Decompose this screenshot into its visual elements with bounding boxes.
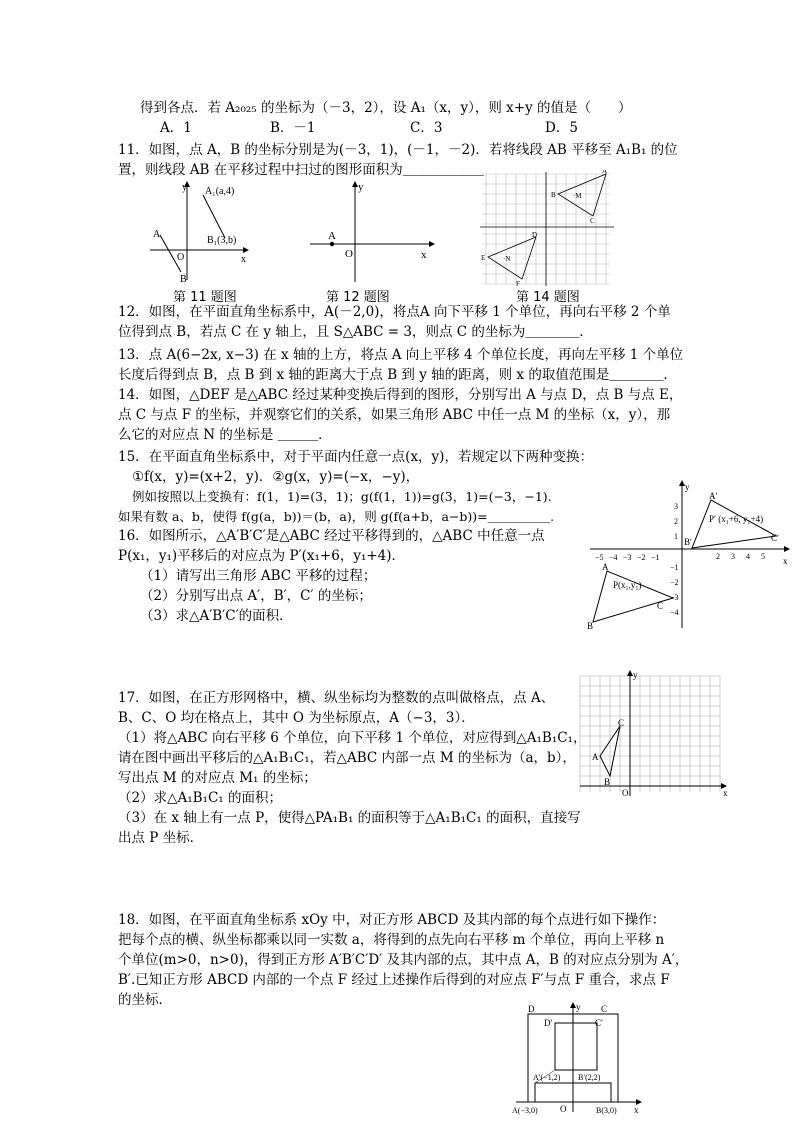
- fig11-x: x: [241, 254, 246, 265]
- figure-12: [305, 180, 440, 288]
- svg-text:3: 3: [674, 502, 678, 511]
- q17-line3: （1）将△ABC 向右平移 6 个单位，向下平移 1 个单位，对应得到△A₁B₁C₁，: [118, 730, 587, 746]
- fig16-b: B: [587, 621, 594, 631]
- q13-line2: 长度后得到点 B，点 B 到 x 轴的距离大于点 B 到 y 轴的距离，则 x 的取值范围是＿＿＿＿．: [118, 367, 677, 383]
- fig18-a: A(−3,0): [512, 1106, 538, 1115]
- fig17-y: y: [633, 670, 638, 680]
- q16-sub2: （2）分别写出点 A′，B′，C′ 的坐标；: [140, 588, 372, 604]
- q15-line2: ①f(x，y)=(x+2，y)．②g(x，y)=(−x，−y)，: [132, 469, 420, 485]
- svg-text:−1: −1: [670, 563, 679, 572]
- q10-text: 得到各点．若 A₂₀₂₅ 的坐标为（－3，2），设 A₁（x，y），则 x+y 的值是（ ）: [140, 100, 632, 116]
- q15-line1: 15．在平面直角坐标系中，对于平面内任意一点(x，y)，若规定以下两种变换：: [118, 449, 593, 465]
- q17-line8: 出点 P 坐标．: [118, 830, 204, 846]
- q17-line7: （3）在 x 轴上有一点 P，使得△PA₁B₁ 的面积等于△A₁B₁C₁ 的面积，直接写: [118, 810, 581, 826]
- fig17-x: x: [723, 788, 728, 798]
- fig16-c1: C′: [771, 533, 779, 543]
- fig14-n: ·N: [503, 255, 511, 263]
- q12-line1: 12．如图，在平面直角坐标系中，A(－2,0)，将点A 向下平移 1 个单位，再向右平移 2 个单: [118, 304, 671, 320]
- fig16-a: A: [602, 562, 609, 572]
- q15-line3: 例如按照以上变换有：f(1，1)=(3，1)；g(f(1，1))=g(3，1)=(−3，−1).: [132, 489, 552, 504]
- figure-16: [585, 478, 793, 633]
- svg-text:−3: −3: [670, 593, 679, 602]
- fig14-m: ·M: [573, 192, 582, 200]
- fig18-y: y: [576, 1002, 581, 1012]
- q18-line3: 个单位(m>0，n>0)，得到正方形 A′B′C′D′ 及其内部的点，其中点 A，B 的对应点分别为 A′，: [118, 952, 689, 968]
- figure-11: [145, 180, 255, 288]
- q18-line1: 18．如图，在平面直角坐标系 xOy 中，对正方形 ABCD 及其内部的每个点进行如下操作：: [118, 912, 666, 928]
- fig11-b: B: [180, 274, 187, 285]
- option-d: D．5: [545, 120, 578, 136]
- svg-text:3: 3: [731, 552, 735, 561]
- q16-sub3: （3）求△A′B′C′的面积．: [140, 608, 293, 624]
- q11-line2: 置，则线段 AB 在平移过程中扫过的图形面积为＿＿＿＿＿＿: [118, 162, 484, 178]
- fig16-a1: A′: [709, 491, 718, 501]
- fig18-b: B(3,0): [596, 1106, 617, 1115]
- fig12-a: A: [328, 230, 336, 242]
- fig12-o: O: [345, 248, 353, 260]
- fig17-o: O: [622, 788, 629, 798]
- q10-options: [160, 118, 578, 138]
- fig18-c1: C′: [595, 1018, 603, 1028]
- svg-text:2: 2: [716, 552, 720, 561]
- fig16-p1: P′ (x₁+6, y₁+4): [709, 514, 764, 524]
- q14-line3: 么它的对应点 N 的坐标是 ＿＿＿．: [118, 427, 332, 443]
- q14-line1: 14．如图，△DEF 是△ABC 经过某种变换后得到的图形，分别写出 A 与点 D，点 B 与点 E，: [118, 387, 683, 403]
- q18-line5: 的坐标．: [118, 992, 172, 1008]
- q12-line2: 位得到点 B，若点 C 在 y 轴上，且 S△ABC = 3，则点 C 的坐标为＿＿＿＿．: [118, 324, 593, 340]
- fig11-caption: 第 11 题图: [173, 290, 237, 305]
- fig12-caption: 第 12 题图: [326, 290, 390, 305]
- svg-text:1: 1: [674, 532, 678, 541]
- svg-text:−5: −5: [595, 553, 604, 562]
- fig16-x: x: [783, 556, 788, 566]
- fig16-c: C: [657, 601, 664, 611]
- q13-line1: 13．点 A(6−2x, x−3) 在 x 轴的上方，将点 A 向上平移 4 个单位长度，再向左平移 1 个单位: [118, 347, 684, 363]
- q16-line1: 16．如图所示，△A′B′C′是△ABC 经过平移得到的，△ABC 中任意一点: [118, 528, 545, 544]
- fig18-d: D: [528, 1004, 535, 1014]
- q18-line2: 把每个点的横、纵坐标都乘以同一实数 a，将得到的点先向右平移 m 个单位，再向上平移 n: [118, 932, 665, 948]
- q17-line2: B、C、O 均在格点上，其中 O 为坐标原点，A（−3，3）．: [118, 710, 475, 726]
- svg-text:5: 5: [761, 552, 765, 561]
- fig17-a: A: [592, 752, 599, 762]
- q17-line1: 17．如图，在正方形网格中，横、纵坐标均为整数的点叫做格点，点 A、: [118, 690, 555, 706]
- fig14-caption: 第 14 题图: [516, 290, 580, 305]
- fig18-a1: A′(−1,2): [533, 1073, 561, 1082]
- svg-text:2: 2: [674, 517, 678, 526]
- fig18-x: x: [634, 1105, 639, 1115]
- fig11-y: y: [182, 182, 187, 193]
- fig14-b: B: [551, 191, 556, 199]
- option-a: A．1: [160, 120, 192, 136]
- figure-18: [508, 1000, 668, 1115]
- fig12-x: x: [421, 249, 427, 261]
- q17-line6: （2）求△A₁B₁C₁ 的面积；: [118, 790, 282, 806]
- fig11-b1: B₁(3,b): [207, 235, 237, 246]
- fig11-o: O: [177, 252, 185, 263]
- fig14-a: A: [602, 170, 608, 175]
- svg-text:−3: −3: [623, 553, 632, 562]
- svg-text:−2: −2: [670, 578, 679, 587]
- q15-line4: 如果有数 a、b，使得 f(g(a，b))＝(b，a)，则 g(f(a+b，a−b))=＿＿＿＿＿.: [118, 509, 555, 524]
- svg-text:4: 4: [746, 552, 750, 561]
- fig18-b1: B′(2,2): [578, 1073, 601, 1082]
- svg-text:−4: −4: [609, 553, 618, 562]
- q14-line2: 点 C 与点 F 的坐标，并观察它们的关系，如果三角形 ABC 中任一点 M 的坐标（x，y），那: [118, 407, 671, 423]
- svg-text:−4: −4: [670, 608, 679, 617]
- fig11-a: A: [153, 229, 161, 240]
- q16-line2: P(x₁，y₁)平移后的对应点为 P′(x₁+6，y₁+4)．: [118, 548, 406, 564]
- fig16-y: y: [685, 482, 690, 492]
- fig17-b: B: [604, 777, 611, 787]
- q18-line4: B′.已知正方形 ABCD 内部的一个点 F 经过上述操作后得到的对应点 F′与点 F 重合，求点 F: [118, 972, 670, 988]
- svg-text:−1: −1: [651, 553, 660, 562]
- figure-14: [478, 170, 618, 288]
- fig14-f: F: [516, 280, 520, 288]
- svg-text:−2: −2: [637, 553, 646, 562]
- fig14-c: C: [590, 217, 595, 225]
- fig14-d: D: [532, 231, 538, 239]
- q11-line1: 11．如图，点 A，B 的坐标分别是为(－3，1)，(－1，－2)．若将线段 AB 平移至 A₁B₁ 的位: [118, 142, 678, 158]
- fig18-c: C: [601, 1004, 608, 1014]
- fig14-e: E: [481, 254, 486, 262]
- q17-line5: 写出点 M 的对应点 M₁ 的坐标；: [118, 770, 317, 786]
- q16-sub1: （1）请写出三角形 ABC 平移的过程；: [140, 568, 377, 584]
- option-b: B．－1: [270, 120, 316, 136]
- q17-line4: 请在图中画出平移后的△A₁B₁C₁，若△ABC 内部一点 M 的坐标为（a，b），: [118, 750, 576, 766]
- fig18-o: O: [560, 1104, 567, 1114]
- fig16-p: P(x₁,y₁): [613, 580, 642, 590]
- figure-17: [575, 668, 735, 808]
- fig11-a1: A₁(a,4): [205, 186, 235, 197]
- fig12-y: y: [358, 181, 364, 193]
- fig16-b1: B′: [684, 537, 692, 547]
- fig17-c: C: [618, 718, 625, 728]
- fig18-d1: D′: [544, 1018, 553, 1028]
- option-c: C．3: [410, 120, 443, 136]
